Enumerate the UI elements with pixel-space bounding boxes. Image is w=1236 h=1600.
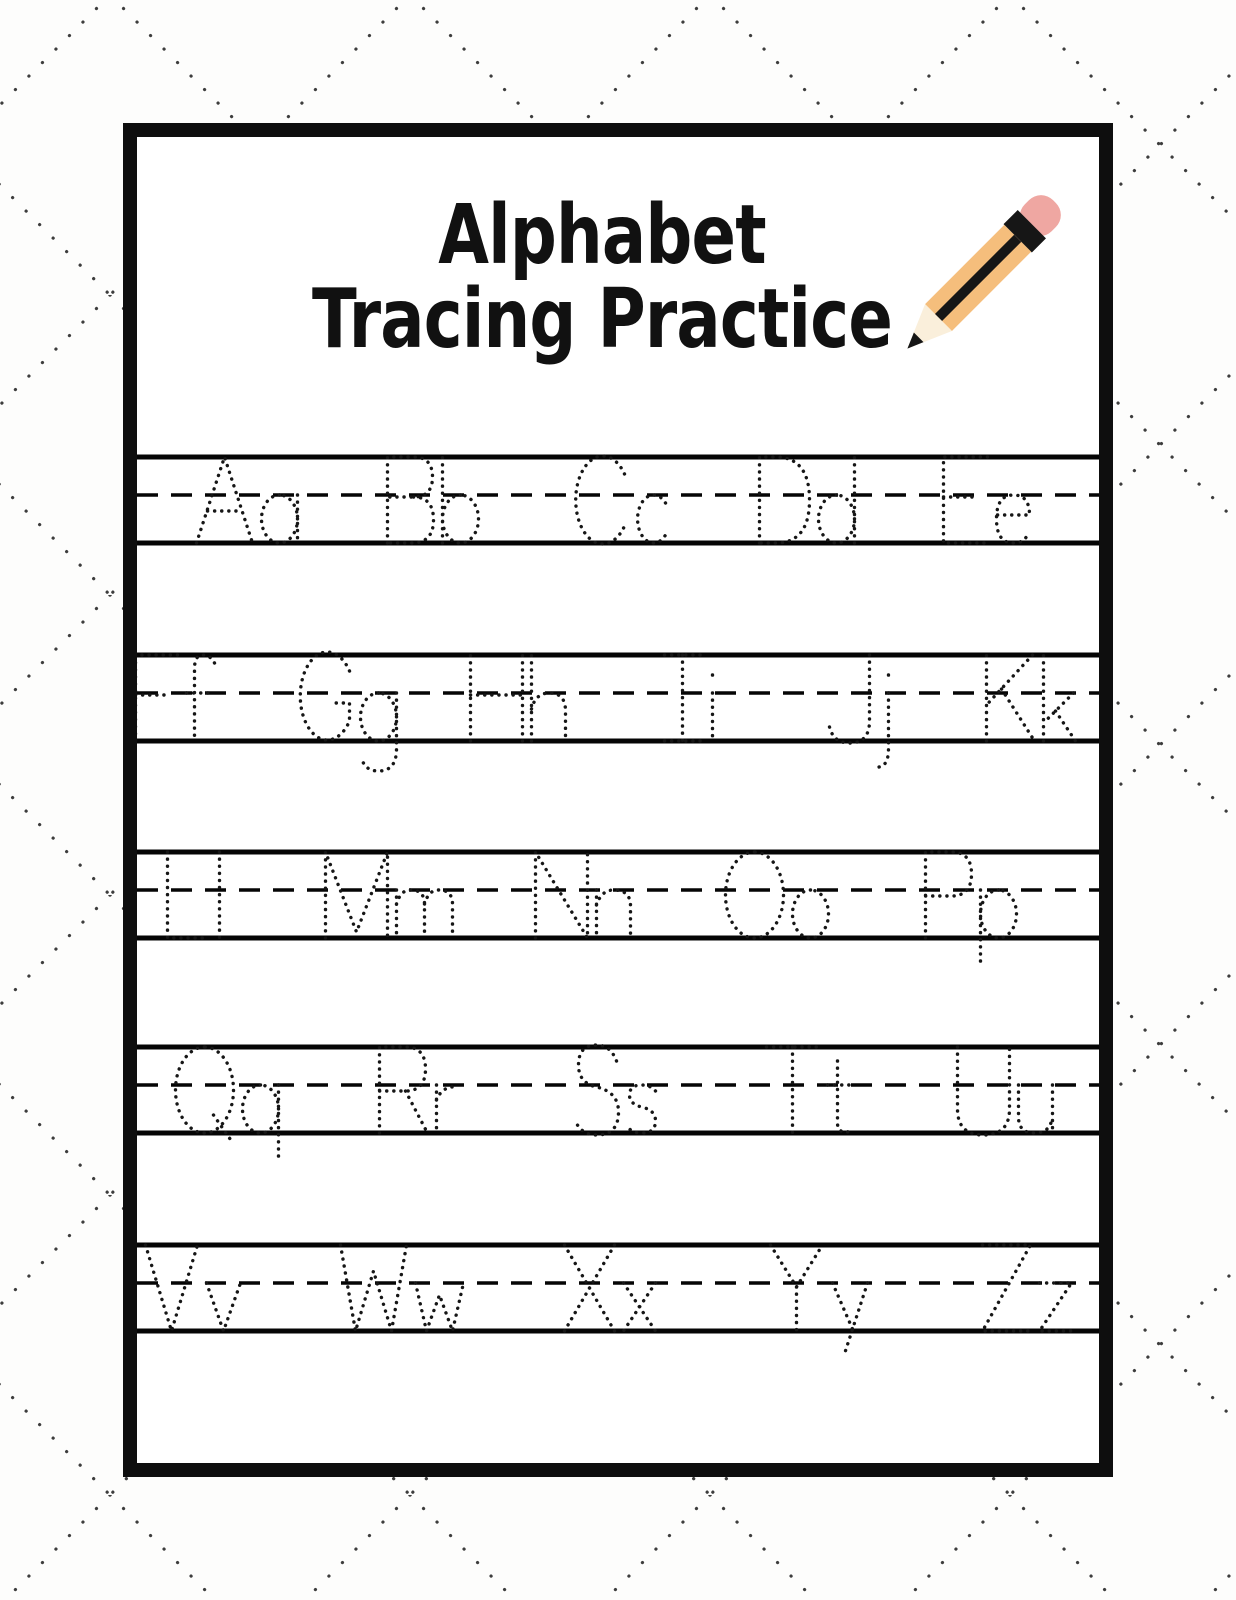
trace-letter (361, 693, 397, 771)
trace-letter (300, 652, 349, 740)
trace-letter (830, 655, 870, 743)
trace-letter (437, 1085, 459, 1133)
trace-letter (1040, 1283, 1072, 1331)
trace-letter (326, 852, 388, 938)
pencil-stripe (935, 235, 1021, 321)
trace-letter (176, 1047, 234, 1141)
tracing-row-v-z (137, 1233, 1099, 1433)
worksheet-title-line1: Alphabet (438, 188, 766, 283)
trace-letter (767, 1047, 819, 1133)
trace-letter (207, 1283, 241, 1331)
trace-letter (137, 655, 178, 741)
trace-letter (833, 1283, 868, 1357)
trace-letter (168, 852, 208, 938)
trace-letter (443, 457, 479, 543)
trace-letter (760, 457, 810, 543)
trace-letter (819, 457, 855, 543)
trace-letter (416, 1283, 464, 1331)
tracing-row-f-k (137, 643, 1099, 843)
trace-letter (1044, 655, 1076, 741)
trace-letter (536, 852, 588, 938)
trace-letter (638, 495, 666, 543)
tracing-row-q-u (137, 1035, 1099, 1235)
trace-letter (875, 675, 889, 767)
trace-letter (565, 1245, 615, 1331)
trace-letter (576, 456, 625, 544)
trace-letter (380, 1047, 428, 1133)
trace-letter (146, 1245, 198, 1331)
trace-letter (981, 890, 1017, 968)
trace-letter (597, 890, 631, 938)
trace-letter (628, 1085, 656, 1133)
trace-letter (197, 457, 253, 543)
tracing-row-l-p (137, 840, 1099, 1040)
pencil-icon (879, 187, 1079, 387)
trace-letter (828, 1061, 854, 1132)
trace-letter (471, 655, 523, 741)
trace-letter (958, 1047, 1010, 1135)
trace-letter (341, 1245, 407, 1331)
trace-letter (1019, 1085, 1053, 1133)
trace-letter (726, 852, 784, 938)
worksheet-header (230, 188, 974, 367)
worksheet-title-line2: Tracing Practice (311, 272, 893, 367)
trace-letter (944, 457, 988, 543)
trace-letter (397, 890, 453, 938)
trace-letter (926, 852, 972, 938)
trace-letter (771, 1245, 823, 1331)
trace-letter (243, 1085, 279, 1163)
trace-letter (665, 655, 701, 741)
trace-letter (187, 655, 215, 741)
trace-letter (388, 457, 434, 543)
trace-letter (793, 890, 829, 938)
worksheet-frame (123, 123, 1113, 1477)
trace-letter (532, 655, 566, 741)
trace-letter (987, 655, 1035, 741)
tracing-row-a-e (137, 445, 1099, 645)
trace-letter (997, 495, 1030, 543)
trace-letter (624, 1283, 656, 1331)
trace-letter (575, 1045, 619, 1135)
trace-letter (983, 1245, 1031, 1331)
trace-letter (262, 495, 298, 543)
